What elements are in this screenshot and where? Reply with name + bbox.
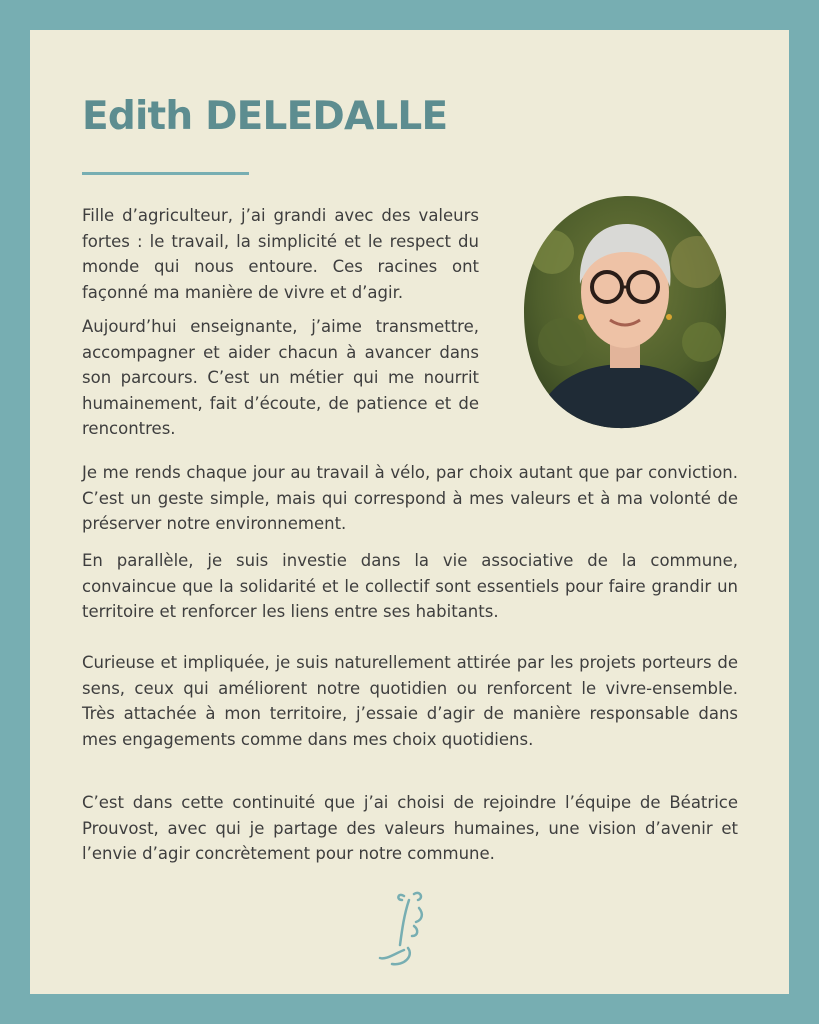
bio-paragraph-5: Curieuse et impliquée, je suis naturellement attirée par les projets porteurs de sens, ceux qui améliorent notre quotidien ou renforcent le vivre-ensemble. Très attachée à mon territoire, j’essaie d’agir de manière responsable dans mes engagements comme dans mes choix quotidiens. — [82, 653, 738, 749]
feather-quill-logo — [374, 890, 444, 970]
page-title: Edith DELEDALLE — [82, 94, 448, 139]
bio-paragraph-3: Je me rends chaque jour au travail à vélo, par choix autant que par conviction. C’est un geste simple, mais qui correspond à mes valeurs et à ma volonté de préserver notre environnement. — [82, 463, 738, 533]
portrait-photo — [522, 192, 728, 432]
bio-paragraph-6: C’est dans cette continuité que j’ai choisi de rejoindre l’équipe de Béatrice Prouvost, avec qui je partage des valeurs humaines, une vision d’avenir et l’envie d’agir concrètement pour notre commune. — [82, 793, 738, 863]
bio-paragraph-4: En parallèle, je suis investie dans la vie associative de la commune, convaincue que la solidarité et le collectif sont essentiels pour faire grandir un territoire et renforcer les liens entre ses habitants. — [82, 551, 738, 621]
bio-paragraph-2: Aujourd’hui enseignante, j’aime transmettre, accompagner et aider chacun à avancer dans son parcours. C’est un métier qui me nourrit humainement, fait d’écoute, de patience et de rencontres. — [82, 317, 479, 438]
bio-paragraph-1: Fille d’agriculteur, j’ai grandi avec des valeurs fortes : le travail, la simplicité et le respect du monde qui nous entoure. Ces racines ont façonné ma manière de vivre et d’agir. — [82, 206, 479, 302]
page-frame — [30, 30, 789, 994]
title-underline — [82, 172, 249, 175]
